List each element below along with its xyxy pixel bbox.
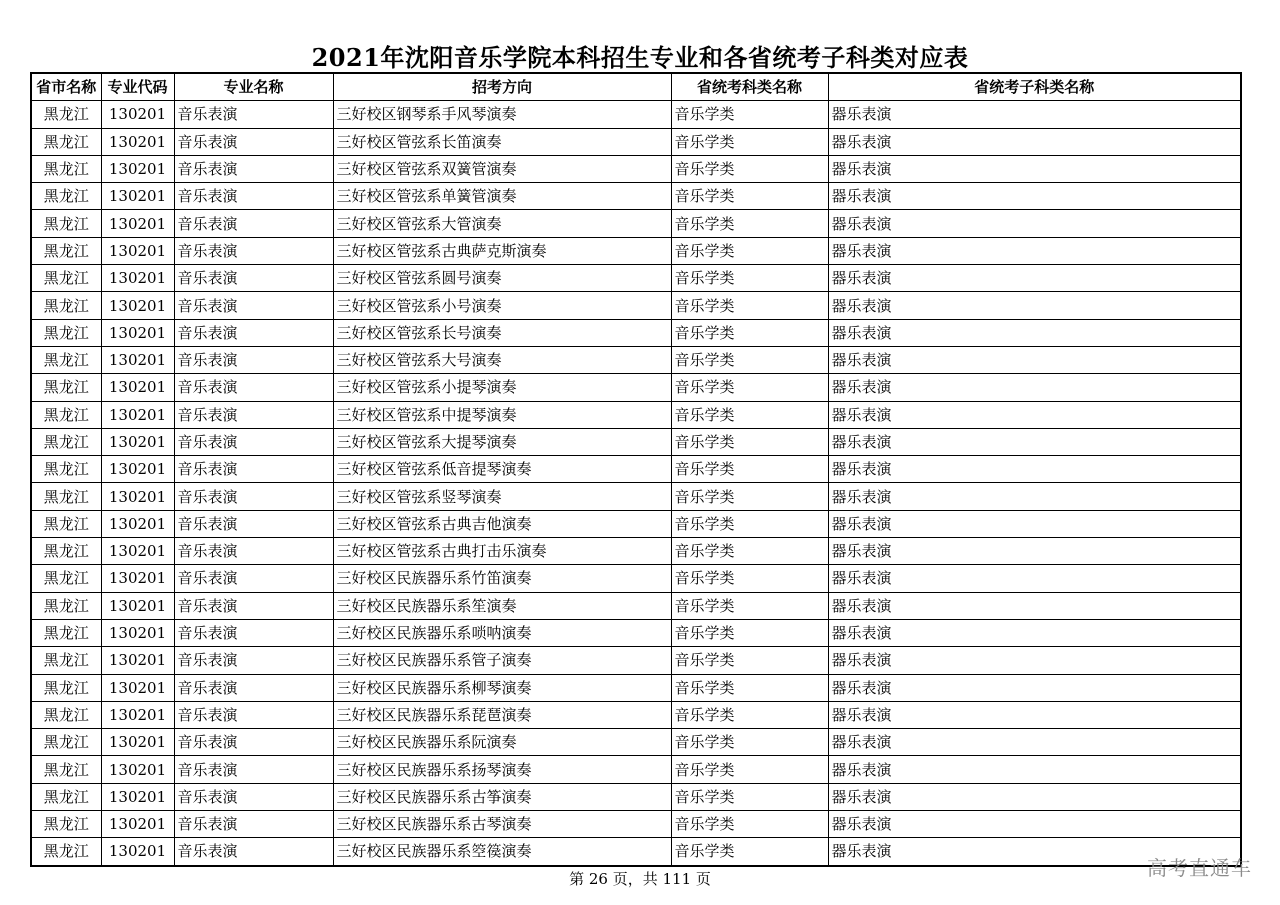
cell-exam-category: 音乐学类 bbox=[671, 319, 828, 346]
cell-province: 黑龙江 bbox=[31, 510, 101, 537]
cell-exam-category: 音乐学类 bbox=[671, 183, 828, 210]
cell-major-code: 130201 bbox=[101, 319, 174, 346]
cell-major-name: 音乐表演 bbox=[174, 510, 333, 537]
cell-major-name: 音乐表演 bbox=[174, 265, 333, 292]
cell-exam-category: 音乐学类 bbox=[671, 647, 828, 674]
table-row bbox=[31, 647, 1241, 674]
cell-direction: 三好校区管弦系双簧管演奏 bbox=[333, 155, 671, 182]
cell-province: 黑龙江 bbox=[31, 401, 101, 428]
table-row bbox=[31, 374, 1241, 401]
cell-province: 黑龙江 bbox=[31, 756, 101, 783]
cell-major-name: 音乐表演 bbox=[174, 237, 333, 264]
cell-major-name: 音乐表演 bbox=[174, 456, 333, 483]
cell-major-code: 130201 bbox=[101, 619, 174, 646]
cell-direction: 三好校区民族器乐系管子演奏 bbox=[333, 647, 671, 674]
watermark: 高考直通车 bbox=[1147, 856, 1252, 880]
cell-exam-subcategory: 器乐表演 bbox=[828, 128, 1241, 155]
table-row bbox=[31, 811, 1241, 838]
cell-major-name: 音乐表演 bbox=[174, 647, 333, 674]
cell-direction: 三好校区管弦系大提琴演奏 bbox=[333, 428, 671, 455]
cell-direction: 三好校区管弦系中提琴演奏 bbox=[333, 401, 671, 428]
cell-direction: 三好校区管弦系大管演奏 bbox=[333, 210, 671, 237]
cell-major-code: 130201 bbox=[101, 729, 174, 756]
table-row bbox=[31, 592, 1241, 619]
cell-exam-subcategory: 器乐表演 bbox=[828, 838, 1241, 866]
cell-major-code: 130201 bbox=[101, 374, 174, 401]
cell-exam-category: 音乐学类 bbox=[671, 729, 828, 756]
cell-major-name: 音乐表演 bbox=[174, 756, 333, 783]
cell-exam-category: 音乐学类 bbox=[671, 565, 828, 592]
cell-exam-category: 音乐学类 bbox=[671, 374, 828, 401]
table-row bbox=[31, 565, 1241, 592]
cell-exam-subcategory: 器乐表演 bbox=[828, 510, 1241, 537]
cell-major-name: 音乐表演 bbox=[174, 838, 333, 866]
cell-exam-subcategory: 器乐表演 bbox=[828, 783, 1241, 810]
table-row bbox=[31, 319, 1241, 346]
cell-exam-category: 音乐学类 bbox=[671, 811, 828, 838]
cell-major-code: 130201 bbox=[101, 674, 174, 701]
page-number: 第 26 页，共 111 页 bbox=[569, 870, 711, 888]
cell-province: 黑龙江 bbox=[31, 428, 101, 455]
header-province: 省市名称 bbox=[31, 73, 101, 101]
cell-direction: 三好校区管弦系小提琴演奏 bbox=[333, 374, 671, 401]
cell-exam-category: 音乐学类 bbox=[671, 701, 828, 728]
table-row bbox=[31, 183, 1241, 210]
cell-major-code: 130201 bbox=[101, 183, 174, 210]
cell-province: 黑龙江 bbox=[31, 811, 101, 838]
cell-province: 黑龙江 bbox=[31, 783, 101, 810]
cell-major-code: 130201 bbox=[101, 210, 174, 237]
cell-major-name: 音乐表演 bbox=[174, 346, 333, 373]
cell-major-code: 130201 bbox=[101, 592, 174, 619]
cell-exam-subcategory: 器乐表演 bbox=[828, 729, 1241, 756]
cell-exam-subcategory: 器乐表演 bbox=[828, 701, 1241, 728]
cell-direction: 三好校区民族器乐系扬琴演奏 bbox=[333, 756, 671, 783]
cell-major-name: 音乐表演 bbox=[174, 128, 333, 155]
cell-major-name: 音乐表演 bbox=[174, 483, 333, 510]
cell-major-code: 130201 bbox=[101, 756, 174, 783]
cell-province: 黑龙江 bbox=[31, 292, 101, 319]
cell-direction: 三好校区民族器乐系箜篌演奏 bbox=[333, 838, 671, 866]
header-exam-subcategory: 省统考子科类名称 bbox=[828, 73, 1241, 101]
cell-province: 黑龙江 bbox=[31, 237, 101, 264]
cell-exam-subcategory: 器乐表演 bbox=[828, 319, 1241, 346]
cell-major-name: 音乐表演 bbox=[174, 101, 333, 128]
cell-major-name: 音乐表演 bbox=[174, 674, 333, 701]
cell-exam-subcategory: 器乐表演 bbox=[828, 346, 1241, 373]
table-row bbox=[31, 783, 1241, 810]
table-row bbox=[31, 401, 1241, 428]
cell-exam-subcategory: 器乐表演 bbox=[828, 155, 1241, 182]
cell-major-name: 音乐表演 bbox=[174, 729, 333, 756]
cell-province: 黑龙江 bbox=[31, 619, 101, 646]
table-row bbox=[31, 538, 1241, 565]
cell-major-name: 音乐表演 bbox=[174, 210, 333, 237]
cell-exam-subcategory: 器乐表演 bbox=[828, 592, 1241, 619]
cell-exam-category: 音乐学类 bbox=[671, 674, 828, 701]
cell-province: 黑龙江 bbox=[31, 265, 101, 292]
cell-direction: 三好校区管弦系低音提琴演奏 bbox=[333, 456, 671, 483]
cell-direction: 三好校区管弦系小号演奏 bbox=[333, 292, 671, 319]
cell-exam-subcategory: 器乐表演 bbox=[828, 374, 1241, 401]
cell-exam-category: 音乐学类 bbox=[671, 401, 828, 428]
cell-exam-category: 音乐学类 bbox=[671, 155, 828, 182]
cell-exam-category: 音乐学类 bbox=[671, 210, 828, 237]
cell-exam-category: 音乐学类 bbox=[671, 456, 828, 483]
cell-exam-subcategory: 器乐表演 bbox=[828, 756, 1241, 783]
table-row bbox=[31, 265, 1241, 292]
cell-major-code: 130201 bbox=[101, 346, 174, 373]
cell-province: 黑龙江 bbox=[31, 374, 101, 401]
table-row bbox=[31, 456, 1241, 483]
cell-province: 黑龙江 bbox=[31, 701, 101, 728]
cell-major-name: 音乐表演 bbox=[174, 619, 333, 646]
cell-exam-category: 音乐学类 bbox=[671, 292, 828, 319]
cell-exam-subcategory: 器乐表演 bbox=[828, 237, 1241, 264]
cell-exam-category: 音乐学类 bbox=[671, 483, 828, 510]
cell-major-name: 音乐表演 bbox=[174, 811, 333, 838]
cell-major-code: 130201 bbox=[101, 456, 174, 483]
table-row bbox=[31, 346, 1241, 373]
cell-major-name: 音乐表演 bbox=[174, 183, 333, 210]
cell-direction: 三好校区管弦系竖琴演奏 bbox=[333, 483, 671, 510]
cell-direction: 三好校区管弦系长笛演奏 bbox=[333, 128, 671, 155]
document-title: 2021年沈阳音乐学院本科招生专业和各省统考子科类对应表 bbox=[311, 43, 969, 72]
cell-major-name: 音乐表演 bbox=[174, 428, 333, 455]
cell-exam-subcategory: 器乐表演 bbox=[828, 265, 1241, 292]
cell-exam-category: 音乐学类 bbox=[671, 838, 828, 866]
cell-direction: 三好校区管弦系单簧管演奏 bbox=[333, 183, 671, 210]
cell-province: 黑龙江 bbox=[31, 483, 101, 510]
cell-province: 黑龙江 bbox=[31, 456, 101, 483]
table-row bbox=[31, 838, 1241, 866]
cell-major-code: 130201 bbox=[101, 101, 174, 128]
cell-province: 黑龙江 bbox=[31, 592, 101, 619]
table-row bbox=[31, 292, 1241, 319]
cell-direction: 三好校区管弦系大号演奏 bbox=[333, 346, 671, 373]
table-row bbox=[31, 619, 1241, 646]
cell-province: 黑龙江 bbox=[31, 346, 101, 373]
cell-direction: 三好校区钢琴系手风琴演奏 bbox=[333, 101, 671, 128]
table-row bbox=[31, 428, 1241, 455]
cell-major-code: 130201 bbox=[101, 401, 174, 428]
header-major-code: 专业代码 bbox=[101, 73, 174, 101]
header-exam-category: 省统考科类名称 bbox=[671, 73, 828, 101]
cell-major-name: 音乐表演 bbox=[174, 701, 333, 728]
table-row bbox=[31, 756, 1241, 783]
cell-direction: 三好校区民族器乐系唢呐演奏 bbox=[333, 619, 671, 646]
cell-major-code: 130201 bbox=[101, 783, 174, 810]
cell-exam-category: 音乐学类 bbox=[671, 783, 828, 810]
cell-province: 黑龙江 bbox=[31, 674, 101, 701]
cell-direction: 三好校区民族器乐系阮演奏 bbox=[333, 729, 671, 756]
cell-major-code: 130201 bbox=[101, 701, 174, 728]
cell-province: 黑龙江 bbox=[31, 838, 101, 866]
cell-exam-subcategory: 器乐表演 bbox=[828, 401, 1241, 428]
table-row bbox=[31, 237, 1241, 264]
cell-direction: 三好校区民族器乐系古筝演奏 bbox=[333, 783, 671, 810]
table-body bbox=[31, 101, 1241, 866]
header-major-name: 专业名称 bbox=[174, 73, 333, 101]
table-row bbox=[31, 155, 1241, 182]
cell-province: 黑龙江 bbox=[31, 210, 101, 237]
cell-province: 黑龙江 bbox=[31, 128, 101, 155]
cell-province: 黑龙江 bbox=[31, 729, 101, 756]
cell-exam-category: 音乐学类 bbox=[671, 592, 828, 619]
cell-exam-subcategory: 器乐表演 bbox=[828, 101, 1241, 128]
cell-major-code: 130201 bbox=[101, 128, 174, 155]
cell-exam-subcategory: 器乐表演 bbox=[828, 292, 1241, 319]
cell-exam-category: 音乐学类 bbox=[671, 510, 828, 537]
cell-major-code: 130201 bbox=[101, 483, 174, 510]
cell-major-name: 音乐表演 bbox=[174, 565, 333, 592]
cell-exam-subcategory: 器乐表演 bbox=[828, 538, 1241, 565]
cell-major-code: 130201 bbox=[101, 647, 174, 674]
cell-exam-subcategory: 器乐表演 bbox=[828, 428, 1241, 455]
cell-major-code: 130201 bbox=[101, 538, 174, 565]
cell-exam-category: 音乐学类 bbox=[671, 756, 828, 783]
cell-major-code: 130201 bbox=[101, 428, 174, 455]
cell-exam-category: 音乐学类 bbox=[671, 101, 828, 128]
table-row bbox=[31, 510, 1241, 537]
cell-exam-subcategory: 器乐表演 bbox=[828, 183, 1241, 210]
cell-exam-category: 音乐学类 bbox=[671, 128, 828, 155]
cell-direction: 三好校区民族器乐系琵琶演奏 bbox=[333, 701, 671, 728]
cell-exam-subcategory: 器乐表演 bbox=[828, 647, 1241, 674]
cell-major-name: 音乐表演 bbox=[174, 783, 333, 810]
cell-major-code: 130201 bbox=[101, 565, 174, 592]
cell-exam-subcategory: 器乐表演 bbox=[828, 674, 1241, 701]
cell-province: 黑龙江 bbox=[31, 155, 101, 182]
cell-province: 黑龙江 bbox=[31, 565, 101, 592]
cell-exam-subcategory: 器乐表演 bbox=[828, 483, 1241, 510]
table-row bbox=[31, 101, 1241, 128]
cell-major-code: 130201 bbox=[101, 811, 174, 838]
cell-province: 黑龙江 bbox=[31, 319, 101, 346]
cell-major-code: 130201 bbox=[101, 838, 174, 866]
cell-direction: 三好校区管弦系长号演奏 bbox=[333, 319, 671, 346]
cell-direction: 三好校区管弦系古典打击乐演奏 bbox=[333, 538, 671, 565]
cell-exam-subcategory: 器乐表演 bbox=[828, 619, 1241, 646]
cell-major-name: 音乐表演 bbox=[174, 401, 333, 428]
table-header-row bbox=[31, 73, 1241, 101]
cell-major-code: 130201 bbox=[101, 510, 174, 537]
cell-exam-subcategory: 器乐表演 bbox=[828, 565, 1241, 592]
cell-province: 黑龙江 bbox=[31, 647, 101, 674]
major-mapping-table bbox=[30, 72, 1242, 867]
cell-exam-category: 音乐学类 bbox=[671, 428, 828, 455]
cell-province: 黑龙江 bbox=[31, 101, 101, 128]
cell-province: 黑龙江 bbox=[31, 538, 101, 565]
cell-direction: 三好校区民族器乐系竹笛演奏 bbox=[333, 565, 671, 592]
cell-direction: 三好校区管弦系古典萨克斯演奏 bbox=[333, 237, 671, 264]
cell-direction: 三好校区管弦系古典吉他演奏 bbox=[333, 510, 671, 537]
cell-major-name: 音乐表演 bbox=[174, 155, 333, 182]
table-row bbox=[31, 210, 1241, 237]
cell-province: 黑龙江 bbox=[31, 183, 101, 210]
cell-exam-category: 音乐学类 bbox=[671, 346, 828, 373]
cell-direction: 三好校区管弦系圆号演奏 bbox=[333, 265, 671, 292]
cell-direction: 三好校区民族器乐系古琴演奏 bbox=[333, 811, 671, 838]
cell-major-name: 音乐表演 bbox=[174, 319, 333, 346]
table-row bbox=[31, 729, 1241, 756]
cell-exam-category: 音乐学类 bbox=[671, 237, 828, 264]
cell-exam-subcategory: 器乐表演 bbox=[828, 210, 1241, 237]
cell-exam-category: 音乐学类 bbox=[671, 538, 828, 565]
cell-major-code: 130201 bbox=[101, 292, 174, 319]
cell-exam-subcategory: 器乐表演 bbox=[828, 811, 1241, 838]
cell-direction: 三好校区民族器乐系柳琴演奏 bbox=[333, 674, 671, 701]
cell-exam-category: 音乐学类 bbox=[671, 265, 828, 292]
cell-major-name: 音乐表演 bbox=[174, 538, 333, 565]
table-row bbox=[31, 483, 1241, 510]
cell-major-name: 音乐表演 bbox=[174, 592, 333, 619]
cell-major-name: 音乐表演 bbox=[174, 292, 333, 319]
cell-major-code: 130201 bbox=[101, 155, 174, 182]
header-direction: 招考方向 bbox=[333, 73, 671, 101]
table-row bbox=[31, 674, 1241, 701]
cell-major-code: 130201 bbox=[101, 265, 174, 292]
cell-major-name: 音乐表演 bbox=[174, 374, 333, 401]
cell-major-code: 130201 bbox=[101, 237, 174, 264]
cell-exam-subcategory: 器乐表演 bbox=[828, 456, 1241, 483]
table-row bbox=[31, 701, 1241, 728]
cell-direction: 三好校区民族器乐系笙演奏 bbox=[333, 592, 671, 619]
cell-exam-category: 音乐学类 bbox=[671, 619, 828, 646]
table-row bbox=[31, 128, 1241, 155]
